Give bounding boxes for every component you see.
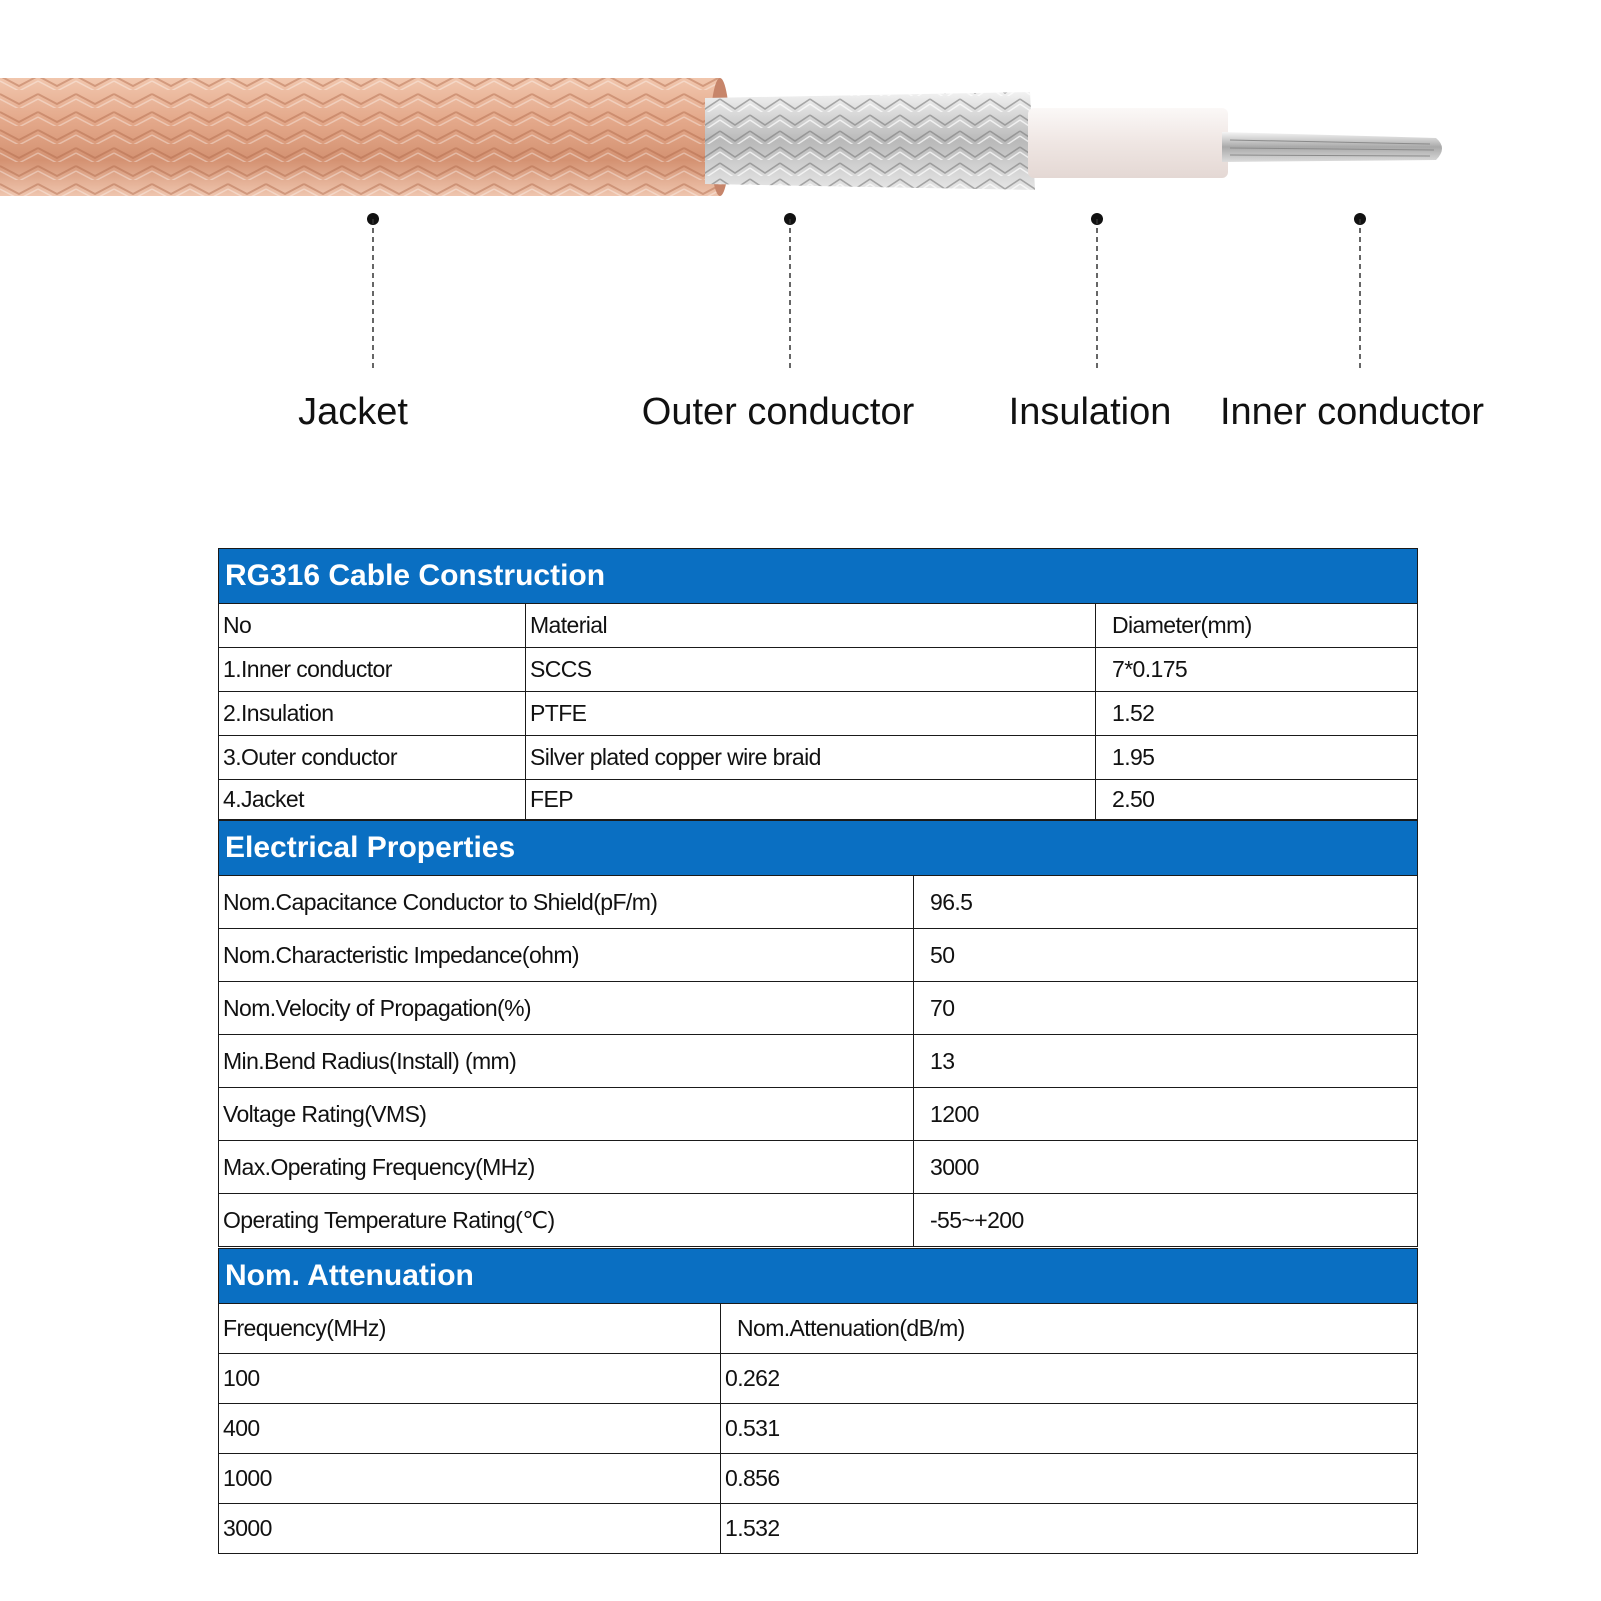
- construction-title: RG316 Cable Construction: [219, 549, 1418, 604]
- table-cell: 0.856: [721, 1454, 1418, 1504]
- table-row: [219, 1504, 1418, 1554]
- table-header-row: [219, 604, 1418, 648]
- header-cell: Frequency(MHz): [219, 1304, 721, 1354]
- table-row: [219, 1454, 1418, 1504]
- table-cell: Max.Operating Frequency(MHz): [219, 1141, 914, 1194]
- cable-inner-conductor: [1222, 132, 1442, 162]
- table-cell: 7*0.175: [1096, 648, 1418, 692]
- table-cell: 1000: [219, 1454, 721, 1504]
- table-cell: 1.532: [721, 1504, 1418, 1554]
- electrical-title: Electrical Properties: [219, 821, 1418, 876]
- table-cell: Operating Temperature Rating(℃): [219, 1194, 914, 1247]
- table-cell: FEP: [526, 780, 1096, 820]
- table-cell: Nom.Velocity of Propagation(%): [219, 982, 914, 1035]
- table-cell: Nom.Capacitance Conductor to Shield(pF/m): [219, 876, 914, 929]
- table-cell: 3.Outer conductor: [219, 736, 526, 780]
- table-cell: 1200: [914, 1088, 1418, 1141]
- table-cell: Silver plated copper wire braid: [526, 736, 1096, 780]
- table-cell: -55~+200: [914, 1194, 1418, 1247]
- table-cell: 96.5: [914, 876, 1418, 929]
- table-cell: 50: [914, 929, 1418, 982]
- table-cell: 70: [914, 982, 1418, 1035]
- cable-outer-conductor: [705, 92, 1035, 190]
- table-cell: 3000: [914, 1141, 1418, 1194]
- table-cell: 2.Insulation: [219, 692, 526, 736]
- callout-outer-conductor: [784, 213, 796, 368]
- table-header-row: [219, 1304, 1418, 1354]
- callout-insulation: [1091, 213, 1103, 368]
- table-cell: SCCS: [526, 648, 1096, 692]
- header-cell: Diameter(mm): [1096, 604, 1418, 648]
- label-outer-conductor: Outer conductor: [641, 391, 915, 433]
- label-jacket: Jacket: [298, 391, 408, 433]
- table-row: [219, 1194, 1418, 1247]
- label-inner-conductor: Inner conductor: [1219, 391, 1485, 433]
- table-cell: 400: [219, 1404, 721, 1454]
- table-row: [219, 648, 1418, 692]
- table-row: [219, 929, 1418, 982]
- table-cell: 0.262: [721, 1354, 1418, 1404]
- callout-inner-conductor: [1354, 213, 1366, 368]
- table-cell: 4.Jacket: [219, 780, 526, 820]
- attenuation-title: Nom. Attenuation: [219, 1249, 1418, 1304]
- table-row: [219, 1354, 1418, 1404]
- table-row: [219, 1404, 1418, 1454]
- table-row: [219, 1035, 1418, 1088]
- table-row: [219, 982, 1418, 1035]
- construction-table: [218, 548, 1418, 820]
- table-section-header: [219, 821, 1418, 876]
- table-row: [219, 876, 1418, 929]
- table-row: [219, 780, 1418, 820]
- table-cell: 13: [914, 1035, 1418, 1088]
- table-cell: 3000: [219, 1504, 721, 1554]
- table-cell: 0.531: [721, 1404, 1418, 1454]
- callout-jacket: [367, 213, 379, 368]
- table-row: [219, 1141, 1418, 1194]
- table-cell: Voltage Rating(VMS): [219, 1088, 914, 1141]
- table-cell: 1.95: [1096, 736, 1418, 780]
- cable-jacket: [0, 78, 730, 196]
- header-cell: Nom.Attenuation(dB/m): [721, 1304, 1418, 1354]
- header-cell: Material: [526, 604, 1096, 648]
- table-cell: 100: [219, 1354, 721, 1404]
- table-cell: PTFE: [526, 692, 1096, 736]
- header-cell: No: [219, 604, 526, 648]
- table-section-header: [219, 1249, 1418, 1304]
- label-insulation: Insulation: [1008, 391, 1172, 433]
- attenuation-table: [218, 1248, 1418, 1554]
- cable-insulation: [1028, 108, 1228, 178]
- table-row: [219, 692, 1418, 736]
- table-cell: Nom.Characteristic Impedance(ohm): [219, 929, 914, 982]
- table-section-header: [219, 549, 1418, 604]
- table-cell: 2.50: [1096, 780, 1418, 820]
- table-row: [219, 1088, 1418, 1141]
- table-row: [219, 736, 1418, 780]
- table-cell: 1.Inner conductor: [219, 648, 526, 692]
- table-cell: 1.52: [1096, 692, 1418, 736]
- table-cell: Min.Bend Radius(Install) (mm): [219, 1035, 914, 1088]
- electrical-table: [218, 820, 1418, 1247]
